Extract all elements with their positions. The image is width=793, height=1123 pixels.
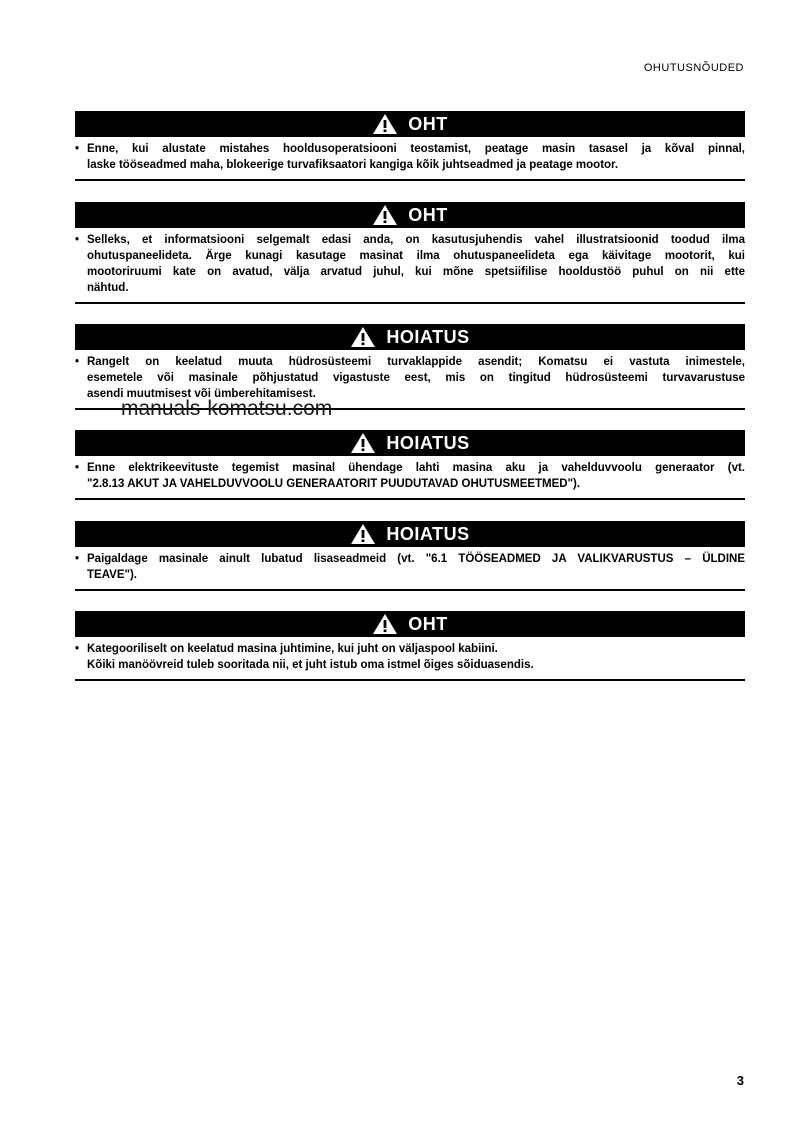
- text-line: Enne, kui alustate mistahes hooldusoperatsiooni teostamist, peatage masin tasasel ja kõval pinnal,: [87, 143, 745, 155]
- list-item: [75, 141, 745, 173]
- text-line: ohutuspaneelideta. Ärge kunagi kasutage masinat ilma ohutuspaneelideta ega käivitage mootorit, kui: [87, 250, 745, 262]
- text-line: mootoriruumi kate on avatud, välja arvatud juhul, kui mõne spetsiifilise hooldustöö puhul on nii ette: [87, 266, 745, 278]
- text-line: "2.8.13 AKUT JA VAHELDUVVOOLU GENERAATORIT PUUDUTAVAD OHUTUSMEETMED").: [87, 478, 581, 490]
- warning-text: [87, 141, 745, 173]
- list-item: [75, 551, 745, 583]
- text-line: Kategooriliselt on keelatud masina juhtimine, kui juht on väljaspool kabiini.: [87, 643, 498, 655]
- warning-triangle-icon: [350, 326, 376, 348]
- warning-triangle-icon: [372, 613, 398, 635]
- warning-level: OHT: [408, 204, 448, 225]
- warning-level: OHT: [408, 613, 448, 634]
- list-item: [75, 232, 745, 296]
- warning-bar: [75, 324, 745, 350]
- text-line: asendi muutmisest või ümberehitamisest.: [87, 388, 316, 400]
- bullet: •: [75, 643, 80, 655]
- warning-triangle-icon: [350, 432, 376, 454]
- warning-box-caution: [75, 430, 745, 500]
- text-line: nähtud.: [87, 282, 129, 294]
- text-line: laske tööseadmed maha, blokeerige turvafiksaatori kangiga kõik juhtseadmed ja peatage mootor.: [87, 159, 619, 171]
- warning-bar: [75, 202, 745, 228]
- text-line: Rangelt on keelatud muuta hüdrosüsteemi turvaklappide asendit; Komatsu ei vastuta inimestele,: [87, 356, 745, 368]
- warning-box-danger: [75, 611, 745, 681]
- warning-level: HOIATUS: [386, 326, 470, 347]
- warning-triangle-icon: [372, 204, 398, 226]
- bullet: •: [75, 356, 80, 368]
- warning-level: HOIATUS: [386, 523, 470, 544]
- warning-box-danger: [75, 202, 745, 304]
- warning-body: [75, 228, 745, 302]
- warning-bar: [75, 430, 745, 456]
- warning-triangle-icon: [350, 523, 376, 545]
- warning-text: [87, 354, 745, 402]
- bullet: •: [75, 553, 80, 565]
- list-item: [75, 354, 745, 402]
- list-item: [75, 460, 745, 492]
- warning-box-caution: [75, 521, 745, 591]
- warning-text: [87, 551, 745, 583]
- text-line: esemetele või masinale põhjustatud vigastuste eest, mis on tingitud hüdrosüsteemi turvavarustuse: [87, 372, 745, 384]
- warning-level: OHT: [408, 113, 448, 134]
- warning-box-danger: [75, 111, 745, 181]
- warning-text: [87, 232, 745, 296]
- list-item: [75, 641, 745, 673]
- bullet: •: [75, 143, 80, 155]
- warning-body: [75, 137, 745, 179]
- warning-body: [75, 637, 745, 679]
- text-line: TEAVE").: [87, 569, 137, 581]
- page-number: 3: [736, 1073, 744, 1088]
- bullet: •: [75, 234, 80, 246]
- section-header: OHUTUSNÕUDED: [643, 62, 744, 74]
- text-line: Enne elektrikeevituste tegemist masinal ühendage lahti masina aku ja vahelduvvoolu generaator (vt.: [87, 462, 745, 474]
- warning-text: [87, 460, 745, 492]
- warning-text: [87, 641, 745, 673]
- warning-level: HOIATUS: [386, 432, 470, 453]
- warning-triangle-icon: [372, 113, 398, 135]
- text-line: Paigaldage masinale ainult lubatud lisaseadmeid (vt. "6.1 TÖÖSEADMED JA VALIKVARUSTUS – ÜLDINE: [87, 553, 745, 565]
- text-line: Selleks, et informatsiooni selgemalt edasi anda, on kasutusjuhendis vahel illustratsioonid toodud ilma: [87, 234, 745, 246]
- warning-bar: [75, 611, 745, 637]
- warning-bar: [75, 111, 745, 137]
- text-line: Kõiki manöövreid tuleb sooritada nii, et juht istub oma istmel õiges sõiduasendis.: [87, 659, 534, 671]
- warning-body: [75, 456, 745, 498]
- watermark: manuals-komatsu.com: [121, 397, 333, 420]
- warning-bar: [75, 521, 745, 547]
- warning-body: [75, 547, 745, 589]
- bullet: •: [75, 462, 80, 474]
